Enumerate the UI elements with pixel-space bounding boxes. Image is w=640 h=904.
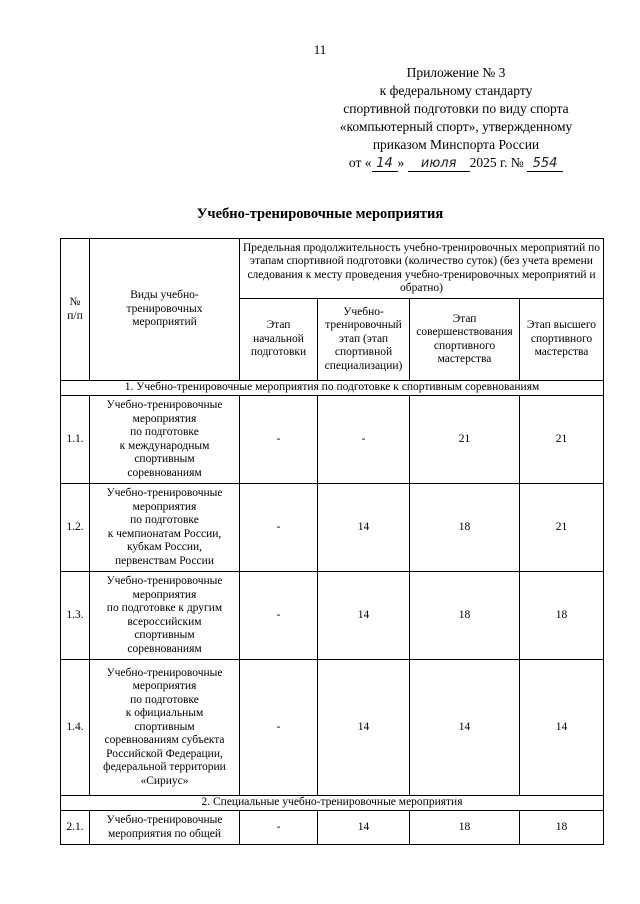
row-event-name: Учебно-тренировочные мероприятия по подготовке к международным спортивным соревнованиям	[90, 396, 240, 484]
row-value: 21	[410, 396, 520, 484]
table-row	[61, 660, 604, 796]
order-number: 554	[527, 157, 563, 172]
row-value: 18	[520, 811, 604, 845]
appendix-line: спортивной подготовки по виду спорта	[343, 101, 569, 116]
date-prefix: от «	[348, 155, 372, 170]
appendix-header	[306, 64, 606, 172]
row-value: 14	[318, 484, 410, 572]
row-value: 18	[410, 572, 520, 660]
row-value: 14	[318, 572, 410, 660]
date-mid: »	[397, 155, 405, 170]
row-event-name: Учебно-тренировочные мероприятия по подготовке к чемпионатам России, кубкам России, первенствам России	[90, 484, 240, 572]
row-value: 21	[520, 396, 604, 484]
training-events-table	[60, 238, 604, 845]
row-number: 1.3.	[61, 572, 90, 660]
row-value: 18	[520, 572, 604, 660]
row-value: -	[240, 660, 318, 796]
row-value: 14	[318, 811, 410, 845]
page-number: 11	[313, 42, 327, 57]
row-value: 18	[410, 484, 520, 572]
section-heading: 1. Учебно-тренировочные мероприятия по подготовке к спортивным соревнованиям	[61, 381, 604, 396]
header-stage: Этап высшего спортивного мастерства	[520, 299, 604, 381]
row-value: 14	[318, 660, 410, 796]
appendix-line: Приложение № 3	[406, 65, 506, 80]
table-row	[61, 811, 604, 845]
row-value: 14	[520, 660, 604, 796]
date-month: июля	[408, 157, 470, 172]
header-stage: Учебно- тренировочный этап (этап спортивной специализации)	[318, 299, 410, 381]
section-heading: 2. Специальные учебно-тренировочные мероприятия	[61, 796, 604, 811]
row-value: 18	[410, 811, 520, 845]
row-event-name: Учебно-тренировочные мероприятия по подготовке к официальным спортивным соревнованиям субъекта Российской Федерации, федеральной территории «Сириус»	[90, 660, 240, 796]
header-stage: Этап совершенствования спортивного мастерства	[410, 299, 520, 381]
row-value: -	[318, 396, 410, 484]
row-event-name: Учебно-тренировочные мероприятия по общей	[90, 811, 240, 845]
header-stage: Этап начальной подготовки	[240, 299, 318, 381]
header-number: № п/п	[61, 239, 90, 381]
table-row	[61, 396, 604, 484]
row-value: 14	[410, 660, 520, 796]
order-date-line	[306, 154, 606, 172]
appendix-line: «компьютерный спорт», утвержденному	[339, 119, 573, 134]
row-number: 1.2.	[61, 484, 90, 572]
date-day: 14	[372, 157, 398, 172]
row-number: 1.4.	[61, 660, 90, 796]
row-value: -	[240, 572, 318, 660]
appendix-line: к федеральному стандарту	[379, 83, 533, 98]
date-year: 2025 г. №	[469, 155, 524, 170]
row-value: -	[240, 811, 318, 845]
appendix-line: приказом Минспорта России	[372, 137, 540, 152]
document-title: Учебно-тренировочные мероприятия	[196, 206, 444, 222]
row-value: 21	[520, 484, 604, 572]
row-value: -	[240, 484, 318, 572]
table-row	[61, 572, 604, 660]
header-event-type: Виды учебно- тренировочных мероприятий	[90, 239, 240, 381]
table-row	[61, 484, 604, 572]
row-event-name: Учебно-тренировочные мероприятия по подготовке к другим всероссийским спортивным соревнованиям	[90, 572, 240, 660]
row-number: 1.1.	[61, 396, 90, 484]
row-number: 2.1.	[61, 811, 90, 845]
row-value: -	[240, 396, 318, 484]
header-duration-group: Предельная продолжительность учебно-тренировочных мероприятий по этапам спортивной подготовки (количество суток) (без учета времени следования к месту проведения учебно-тренировочных мероприятий и обратно)	[240, 239, 604, 299]
